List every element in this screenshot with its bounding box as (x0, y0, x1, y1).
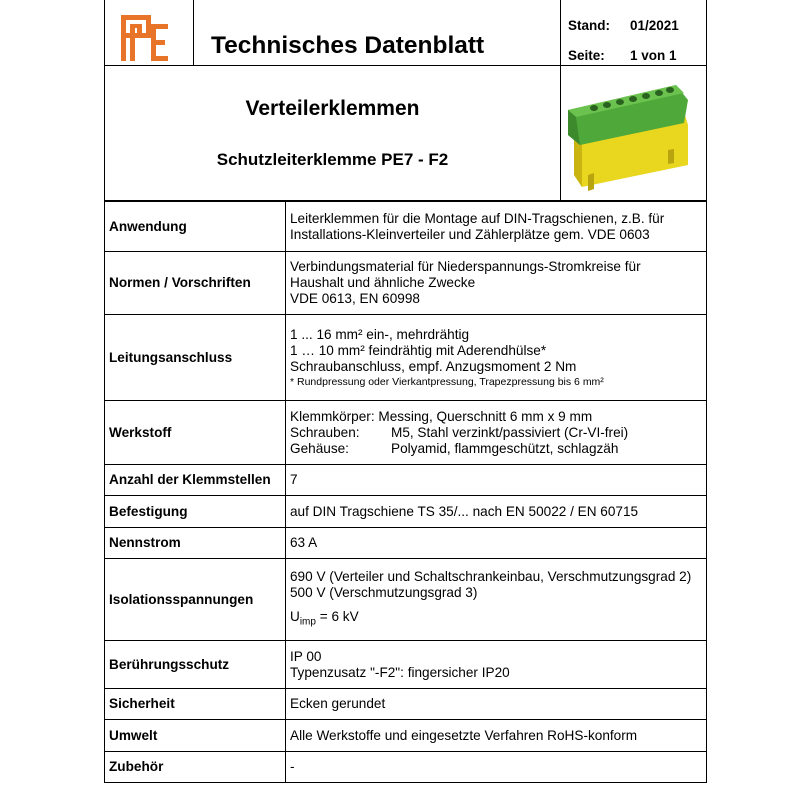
product-name: Schutzleiterklemme PE7 - F2 (216, 150, 449, 169)
label-leitungsanschluss: Leitungsanschluss (105, 315, 286, 401)
normen-line-2: Haushalt und ähnliche Zwecke (290, 275, 476, 290)
label-anzahl: Anzahl der Klemmstellen (105, 465, 286, 496)
werkstoff-line-1: Klemmkörper: Messing, Querschnitt 6 mm x 9 mm (290, 408, 593, 424)
label-beruehrungsschutz: Berührungsschutz (105, 641, 286, 689)
row-anzahl (105, 465, 707, 496)
stand-row (568, 18, 679, 33)
uimp-value: = 6 kV (315, 608, 359, 624)
product-text-cell (105, 65, 561, 200)
beruehrung-line-1: IP 00 (290, 648, 322, 664)
row-leitungsanschluss (105, 315, 707, 401)
value-beruehrungsschutz (286, 641, 707, 689)
document-title: Technisches Datenblatt (211, 32, 485, 59)
row-werkstoff (105, 401, 707, 465)
uimp-subscript: imp (299, 616, 316, 628)
product-image-cell (560, 65, 707, 200)
label-befestigung: Befestigung (105, 496, 286, 528)
value-befestigung: auf DIN Tragschiene TS 35/... nach EN 50022 / EN 60715 (286, 496, 707, 528)
beruehrung-line-2: Typenzusatz "-F2": fingersicher IP20 (290, 664, 510, 680)
label-zubehoer: Zubehör (105, 752, 286, 783)
isolation-line-1: 690 V (Verteiler und Schaltschrankeinbau, Verschmutzungsgrad 2) (290, 568, 692, 584)
label-werkstoff: Werkstoff (105, 401, 286, 465)
seite-label: Seite: (568, 48, 605, 63)
title-cell (193, 0, 561, 65)
leitung-line-1: 1 ... 16 mm² ein-, mehrdrähtig (290, 326, 470, 342)
value-normen (286, 252, 707, 315)
anwendung-line-1: Leiterklemmen für die Montage auf DIN-Tragschienen, z.B. für (290, 210, 665, 226)
gehaeuse-value: Polyamid, flammgeschützt, schlagzäh (391, 440, 619, 456)
normen-line-1: Verbindungsmaterial für Niederspannungs-Stromkreise für (290, 259, 641, 274)
value-werkstoff (286, 401, 707, 465)
label-umwelt: Umwelt (105, 720, 286, 752)
value-anwendung (286, 202, 707, 252)
stand-label: Stand: (568, 18, 610, 33)
schrauben-value: M5, Stahl verzinkt/passiviert (Cr-VI-frei) (391, 424, 629, 440)
seite-row (568, 48, 677, 63)
product-block (104, 65, 707, 201)
werkstoff-schrauben (290, 425, 702, 441)
label-isolation: Isolationsspannungen (105, 559, 286, 641)
seite-value: 1 von 1 (630, 48, 677, 63)
value-leitungsanschluss (286, 315, 707, 401)
row-normen (105, 252, 707, 315)
meta-cell (560, 0, 707, 65)
schrauben-key: Schrauben: (290, 424, 360, 440)
row-anwendung (105, 202, 707, 252)
label-nennstrom: Nennstrom (105, 528, 286, 559)
company-logo (105, 0, 193, 65)
row-isolation (105, 559, 707, 641)
werkstoff-gehaeuse (290, 441, 702, 457)
value-nennstrom: 63 A (286, 528, 707, 559)
label-normen: Normen / Vorschriften (105, 252, 286, 315)
spec-table (104, 201, 707, 783)
value-isolation (286, 559, 707, 641)
leitung-footnote: * Rundpressung oder Vierkantpressung, Trapezpressung bis 6 mm² (290, 375, 604, 388)
anwendung-line-2: Installations-Kleinverteiler und Zählerplätze gem. VDE 0603 (290, 226, 650, 242)
logo-cell (105, 0, 194, 65)
value-zubehoer: - (286, 752, 707, 783)
uimp-u: U (290, 608, 300, 624)
terminal-block-image (560, 65, 707, 200)
isolation-uimp (290, 609, 702, 631)
row-beruehrungsschutz (105, 641, 707, 689)
gehaeuse-key: Gehäuse: (290, 440, 349, 456)
isolation-line-2: 500 V (Verschmutzungsgrad 3) (290, 584, 478, 600)
row-sicherheit (105, 689, 707, 720)
row-zubehoer (105, 752, 707, 783)
row-befestigung (105, 496, 707, 528)
row-nennstrom (105, 528, 707, 559)
value-anzahl: 7 (286, 465, 707, 496)
row-umwelt (105, 720, 707, 752)
normen-line-3: VDE 0613, EN 60998 (290, 291, 420, 306)
label-sicherheit: Sicherheit (105, 689, 286, 720)
product-category: Verteilerklemmen (245, 97, 420, 120)
leitung-line-3: Schraubanschluss, empf. Anzugsmoment 2 Nm (290, 358, 577, 374)
document-header (104, 0, 707, 66)
value-sicherheit: Ecken gerundet (286, 689, 707, 720)
value-umwelt: Alle Werkstoffe und eingesetzte Verfahren RoHS-konform (286, 720, 707, 752)
stand-value: 01/2021 (630, 18, 679, 33)
leitung-line-2: 1 … 10 mm² feindrähtig mit Aderendhülse* (290, 342, 547, 358)
label-anwendung: Anwendung (105, 202, 286, 252)
